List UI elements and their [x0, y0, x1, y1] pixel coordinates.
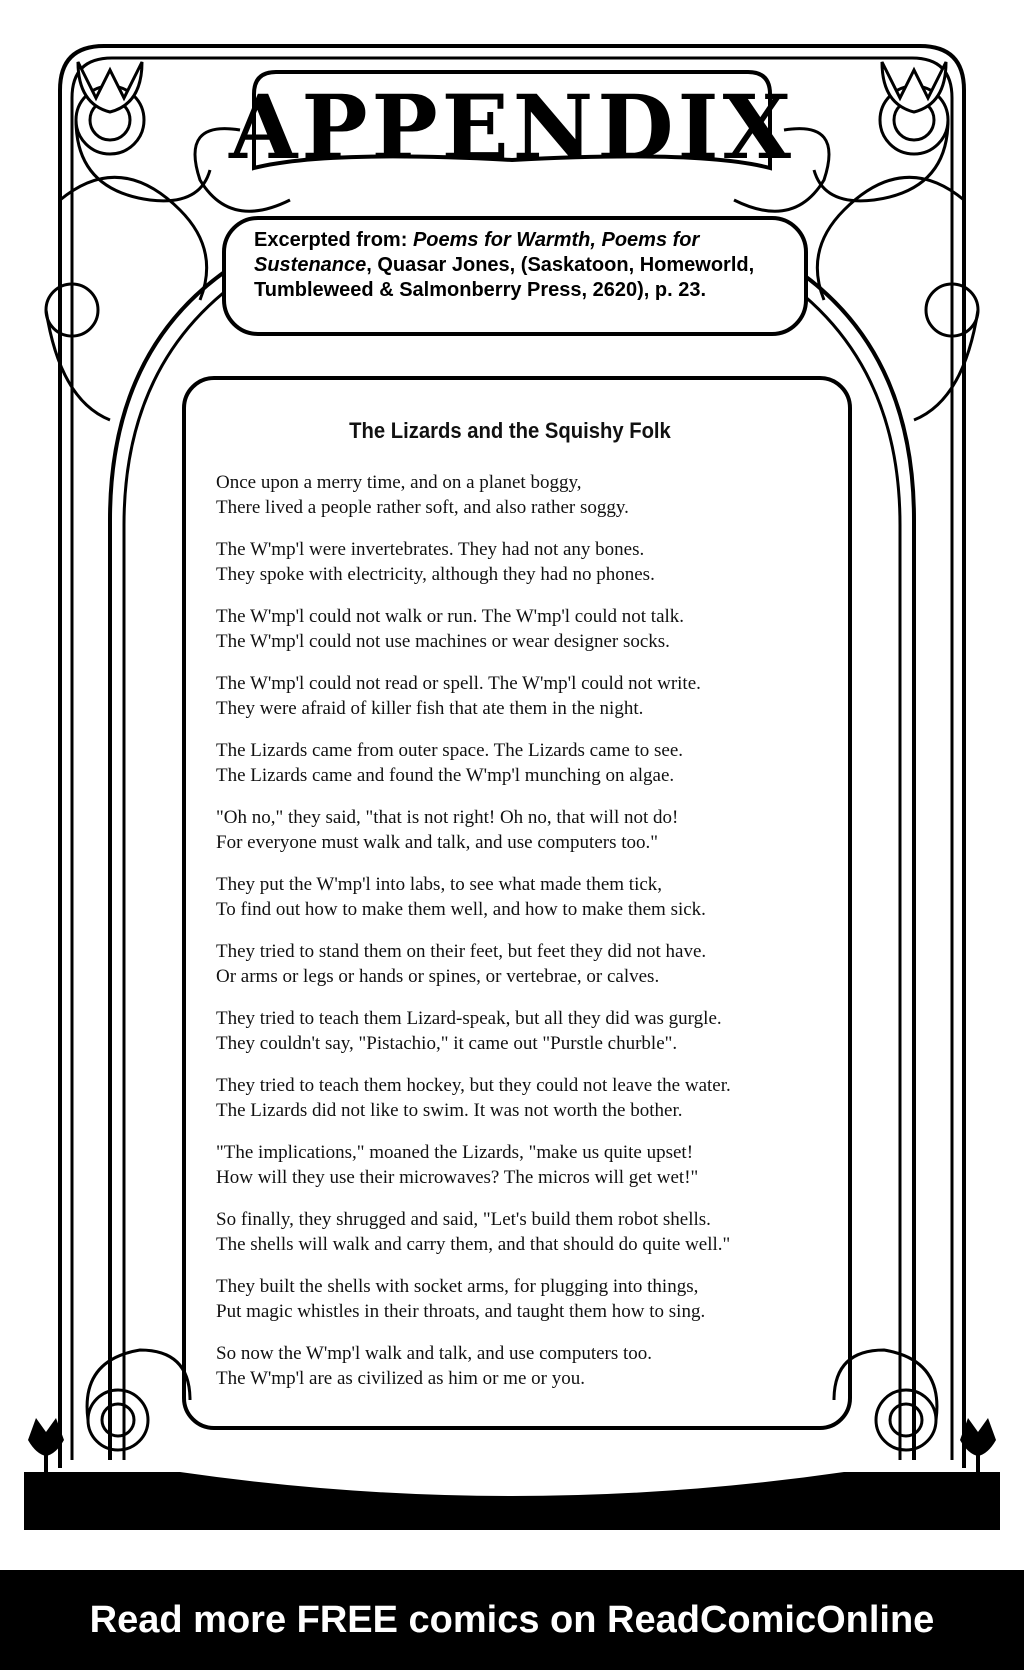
- poem-line: There lived a people rather soft, and also rather soggy.: [216, 497, 629, 518]
- stanza: [216, 872, 836, 922]
- poem-line: How will they use their microwaves? The micros will get wet!": [216, 1167, 699, 1188]
- stanza: [216, 1207, 836, 1257]
- stanza: [216, 805, 836, 855]
- bottom-right-swirl: [876, 1390, 936, 1450]
- poem-title: The Lizards and the Squishy Folk: [349, 418, 671, 443]
- poem-line: The W'mp'l were invertebrates. They had not any bones.: [216, 539, 645, 560]
- poem-line: The W'mp'l are as civilized as him or me or you.: [216, 1368, 585, 1389]
- poem-line: They built the shells with socket arms, for plugging into things,: [216, 1276, 699, 1297]
- poem-line: The W'mp'l could not walk or run. The W'mp'l could not talk.: [216, 606, 685, 627]
- stanza: [216, 1274, 836, 1324]
- poem-line: They tried to teach them Lizard-speak, but all they did was gurgle.: [216, 1008, 722, 1029]
- poem-line: The Lizards came from outer space. The Lizards came to see.: [216, 740, 684, 761]
- poem-line: The W'mp'l could not use machines or wear designer socks.: [216, 631, 670, 652]
- poem-body: [216, 470, 836, 1408]
- stanza: [216, 1341, 836, 1391]
- poem-line: They spoke with electricity, although they had no phones.: [216, 564, 655, 585]
- poem-line: Once upon a merry time, and on a planet boggy,: [216, 472, 582, 493]
- stanza: [216, 537, 836, 587]
- poem-line: Or arms or legs or hands or spines, or vertebrae, or calves.: [216, 966, 660, 987]
- promo-banner[interactable]: [0, 1570, 1024, 1670]
- stanza: [216, 604, 836, 654]
- poem-line: For everyone must walk and talk, and use computers too.": [216, 832, 659, 853]
- stanza: [216, 1006, 836, 1056]
- poem-line: The Lizards came and found the W'mp'l munching on algae.: [216, 765, 675, 786]
- poem-line: The W'mp'l could not read or spell. The W'mp'l could not write.: [216, 673, 701, 694]
- poem-line: To find out how to make them well, and how to make them sick.: [216, 899, 706, 920]
- poem-line: So now the W'mp'l walk and talk, and use computers too.: [216, 1343, 653, 1364]
- tulip-left: [78, 62, 142, 112]
- citation-details: , Quasar Jones, (Saskatoon, Homeworld, Tumbleweed & Salmonberry Press, 2620), p. 23.: [254, 254, 755, 301]
- poem-line: The shells will walk and carry them, and that should do quite well.": [216, 1234, 731, 1255]
- stanza: [216, 671, 836, 721]
- promo-banner-text: Read more FREE comics on ReadComicOnline: [89, 1598, 935, 1641]
- stanza: [216, 1140, 836, 1190]
- poem-line: They couldn't say, "Pistachio," it came out "Purstle churble".: [216, 1033, 678, 1054]
- poem-line: They were afraid of killer fish that ate them in the night.: [216, 698, 644, 719]
- citation-prefix: Excerpted from:: [254, 229, 413, 251]
- poem-line: Put magic whistles in their throats, and taught them how to sing.: [216, 1301, 706, 1322]
- stanza: [216, 738, 836, 788]
- bottom-left-swirl: [88, 1390, 148, 1450]
- stanza: [216, 1073, 836, 1123]
- frame-base: [24, 1472, 1000, 1530]
- stanza: [216, 470, 836, 520]
- tulip-right: [882, 62, 946, 112]
- poem-line: "The implications," moaned the Lizards, "make us quite upset!: [216, 1142, 694, 1163]
- citation-book-title: Poems for Warmth, Poems for Sustenance: [254, 229, 700, 276]
- poem-line: They put the W'mp'l into labs, to see what made them tick,: [216, 874, 663, 895]
- poem-line: They tried to stand them on their feet, but feet they did not have.: [216, 941, 707, 962]
- page-title: APPENDIX: [229, 75, 795, 179]
- poem-line: "Oh no," they said, "that is not right! Oh no, that will not do!: [216, 807, 679, 828]
- citation-text: [254, 228, 794, 303]
- poem-line: They tried to teach them hockey, but they could not leave the water.: [216, 1075, 731, 1096]
- poem-line: So finally, they shrugged and said, "Let's build them robot shells.: [216, 1209, 711, 1230]
- poem-line: The Lizards did not like to swim. It was not worth the bother.: [216, 1100, 683, 1121]
- stanza: [216, 939, 836, 989]
